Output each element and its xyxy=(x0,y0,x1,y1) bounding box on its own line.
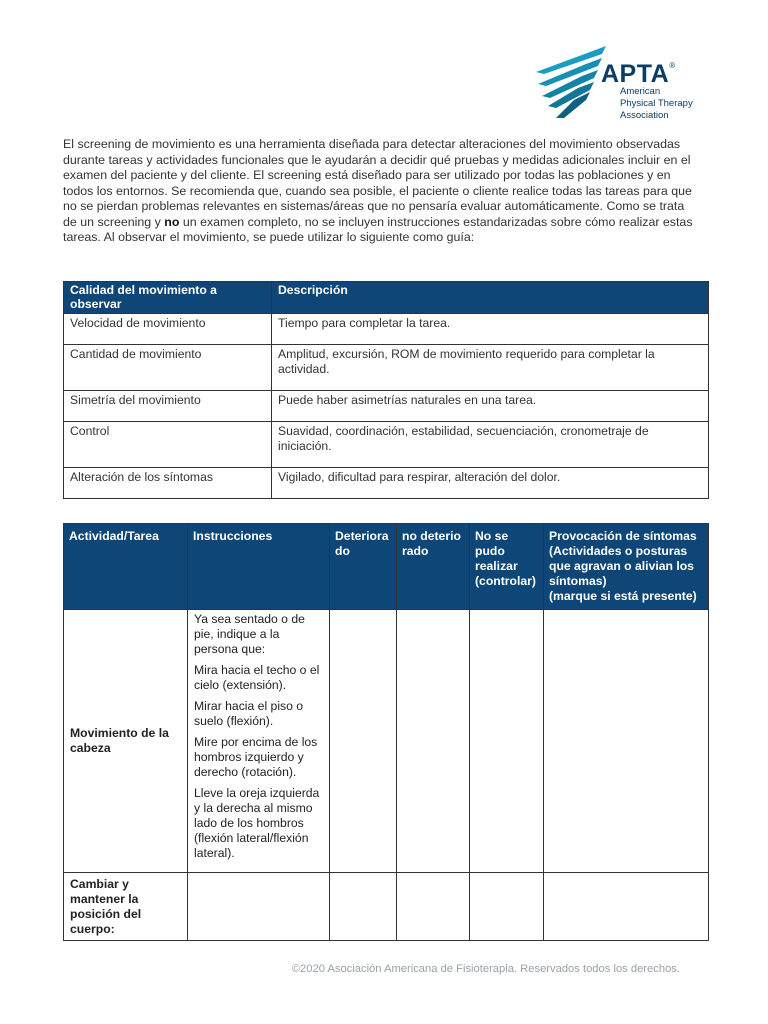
activity-cell: Movimiento de la cabeza xyxy=(64,610,188,873)
logo-line-3: Association xyxy=(620,110,669,121)
logo-line-1: American xyxy=(620,86,661,97)
table-row xyxy=(64,391,709,422)
intro-text-2: un examen completo, no se incluyen instrucciones estandarizadas sobre cómo realizar estas tareas. Al observar el movimiento, se puede utilizar lo siguiente como guía: xyxy=(63,214,693,244)
intro-text-1: El screening de movimiento es una herramienta diseñada para detectar alteraciones del movimiento observadas durante tareas y actividades funcionales que le ayudarán a decidir qué pruebas y medidas adicionales incluir en el examen del paciente y del cliente. El screening está diseñado para ser utilizado por todas las poblaciones y en todos los entornos. Se recomienda que, cuando sea posible, el paciente o cliente realice todas las tareas para que no se pierdan problemas relevantes en sistemas/áreas que no pensaría evaluar automáticamente. Como se trata de un screening y xyxy=(63,137,692,229)
movement-quality-table xyxy=(63,281,709,499)
instruction-item: Lleve la oreja izquierda y la derecha al mismo lado de los hombros (flexión lateral/flexión lateral). xyxy=(194,786,320,860)
not-impaired-checkbox-cell[interactable] xyxy=(397,873,470,941)
intro-bold-word: no xyxy=(164,214,180,229)
activity-screening-table xyxy=(63,523,709,941)
unable-checkbox-cell[interactable] xyxy=(470,610,544,873)
impaired-checkbox-cell[interactable] xyxy=(330,610,397,873)
quality-cell: Velocidad de movimiento xyxy=(64,314,272,345)
header-activity: Actividad/Tarea xyxy=(64,524,188,610)
instruction-item: Ya sea sentado o de pie, indique a la persona que: xyxy=(194,612,305,656)
description-cell: Puede haber asimetrías naturales en una tarea. xyxy=(272,391,709,422)
apta-wing-icon xyxy=(528,44,608,124)
logo-brand: APTA® xyxy=(601,60,676,88)
table-row xyxy=(64,873,709,941)
header-not-impaired: no deteriorado xyxy=(397,524,470,610)
instructions-cell xyxy=(188,610,330,873)
impaired-checkbox-cell[interactable] xyxy=(330,873,397,941)
quality-cell: Simetría del movimiento xyxy=(64,391,272,422)
symptoms-checkbox-cell[interactable] xyxy=(544,873,709,941)
table-row xyxy=(64,345,709,391)
instruction-item: Mirar hacia el piso o suelo (flexión). xyxy=(194,699,304,728)
quality-table-header xyxy=(64,282,709,314)
header-instructions: Instrucciones xyxy=(188,524,330,610)
header-symptoms-line-1: Provocación de síntomas (Actividades o posturas que agravan o alivian los síntomas) xyxy=(549,529,697,588)
quality-header-description: Descripción xyxy=(272,282,709,314)
quality-cell: Cantidad de movimiento xyxy=(64,345,272,391)
logo-line-2: Physical Therapy xyxy=(620,98,693,109)
logo-subtitle xyxy=(620,86,693,122)
description-cell: Tiempo para completar la tarea. xyxy=(272,314,709,345)
quality-header-quality: Calidad del movimiento a observar xyxy=(64,282,272,314)
table-row xyxy=(64,314,709,345)
table-row xyxy=(64,610,709,873)
not-impaired-checkbox-cell[interactable] xyxy=(397,610,470,873)
quality-cell: Alteración de los síntomas xyxy=(64,468,272,499)
apta-logo xyxy=(528,44,693,124)
intro-paragraph xyxy=(63,137,693,246)
activity-table-header xyxy=(64,524,709,610)
table-row xyxy=(64,468,709,499)
instructions-cell xyxy=(188,873,330,941)
description-cell: Vigilado, dificultad para respirar, alteración del dolor. xyxy=(272,468,709,499)
description-cell: Amplitud, excursión, ROM de movimiento requerido para completar la actividad. xyxy=(272,345,709,391)
table-row xyxy=(64,422,709,468)
header-symptoms-line-2: (marque si está presente) xyxy=(549,589,697,603)
unable-checkbox-cell[interactable] xyxy=(470,873,544,941)
footer-copyright: ©2020 Asociación Americana de Fisioterapia. Reservados todos los derechos. xyxy=(291,963,680,975)
header-unable: No se pudo realizar (controlar) xyxy=(470,524,544,610)
instruction-item: Mire por encima de los hombros izquierdo y derecho (rotación). xyxy=(194,735,318,779)
quality-cell: Control xyxy=(64,422,272,468)
description-cell: Suavidad, coordinación, estabilidad, secuenciación, cronometraje de iniciación. xyxy=(272,422,709,468)
activity-cell: Cambiar y mantener la posición del cuerpo: xyxy=(64,873,188,941)
header-symptoms xyxy=(544,524,709,610)
header-impaired: Deteriorado xyxy=(330,524,397,610)
instruction-item: Mira hacia el techo o el cielo (extensión). xyxy=(194,663,320,692)
symptoms-checkbox-cell[interactable] xyxy=(544,610,709,873)
